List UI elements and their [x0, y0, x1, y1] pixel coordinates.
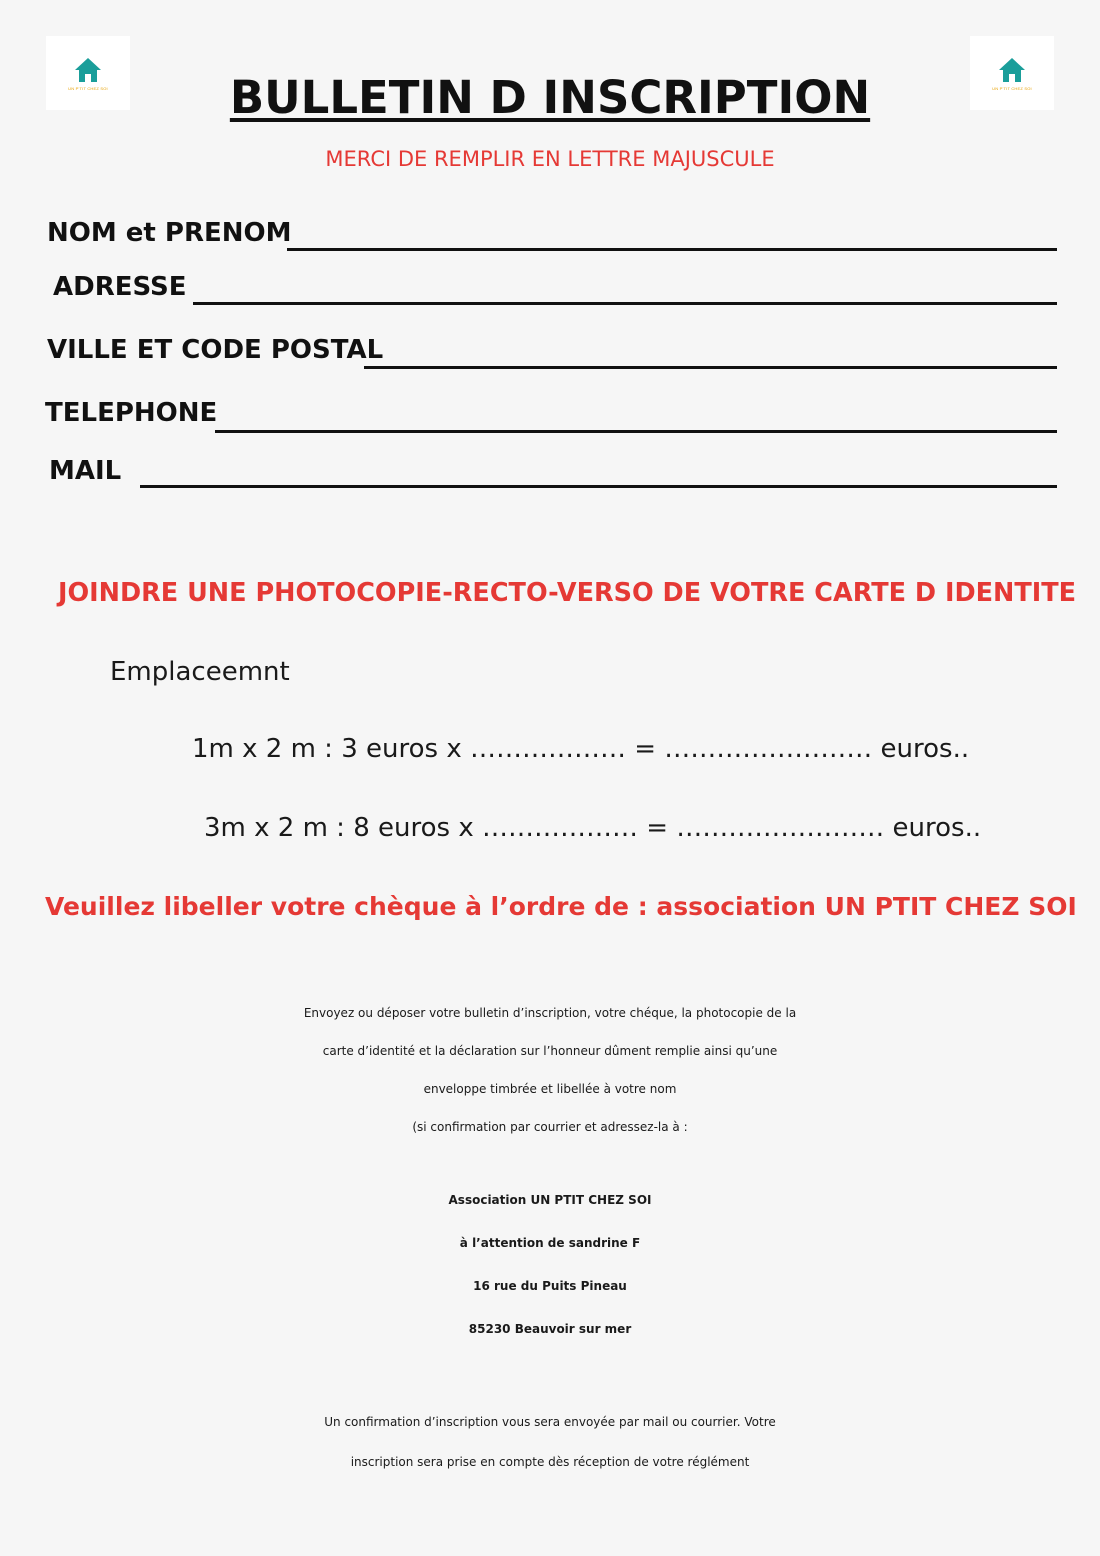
address-line: 16 rue du Puits Pineau — [473, 1279, 627, 1293]
ville-code-postal-line[interactable] — [364, 366, 1057, 369]
mail-line[interactable] — [140, 485, 1057, 488]
logo-text: UN P'TIT CHEZ SOI — [68, 85, 108, 91]
id-notice: JOINDRE UNE PHOTOCOPIE-RECTO-VERSO DE VOTRE CARTE D IDENTITE — [58, 578, 1077, 608]
footer-note — [0, 1402, 1100, 1482]
emplacement-heading: Emplaceemnt — [110, 657, 290, 687]
adresse-line[interactable] — [193, 302, 1057, 305]
cheque-notice: Veuillez libeller votre chèque à l’ordre de : association UN PTIT CHEZ SOI — [45, 892, 1077, 921]
telephone-line[interactable] — [215, 430, 1057, 433]
footer-line: inscription sera prise en compte dès réception de votre réglément — [350, 1455, 750, 1469]
emplacement-line-2: 3m x 2 m : 8 euros x ……………… = …………………… euros.. — [204, 813, 982, 843]
instructions — [0, 994, 1100, 1146]
page-title: BULLETIN D INSCRIPTION — [229, 71, 871, 124]
instructions-line: (si confirmation par courrier et adressez-la à : — [412, 1120, 688, 1134]
label-ville-code-postal: VILLE ET CODE POSTAL — [47, 335, 384, 365]
logo-text: UN P'TIT CHEZ SOI — [992, 85, 1032, 91]
subtitle: MERCI DE REMPLIR EN LETTRE MAJUSCULE — [325, 147, 775, 171]
label-telephone: TELEPHONE — [45, 398, 218, 428]
mailing-address — [0, 1179, 1100, 1351]
address-line: Association UN PTIT CHEZ SOI — [448, 1193, 652, 1207]
nom-prenom-line[interactable] — [287, 248, 1057, 251]
instructions-line: carte d’identité et la déclaration sur l’honneur dûment remplie ainsi qu’une — [322, 1044, 778, 1058]
footer-line: Un confirmation d’inscription vous sera envoyée par mail ou courrier. Votre — [324, 1415, 776, 1429]
label-nom-prenom: NOM et PRENOM — [47, 218, 292, 248]
address-line: 85230 Beauvoir sur mer — [468, 1322, 632, 1336]
instructions-line: enveloppe timbrée et libellée à votre nom — [423, 1082, 677, 1096]
label-adresse: ADRESSE — [53, 272, 187, 302]
emplacement-line-1: 1m x 2 m : 3 euros x ……………… = …………………… euros.. — [192, 734, 970, 764]
label-mail: MAIL — [49, 456, 122, 486]
address-line: à l’attention de sandrine F — [459, 1236, 641, 1250]
instructions-line: Envoyez ou déposer votre bulletin d’inscription, votre chéque, la photocopie de la — [303, 1006, 797, 1020]
